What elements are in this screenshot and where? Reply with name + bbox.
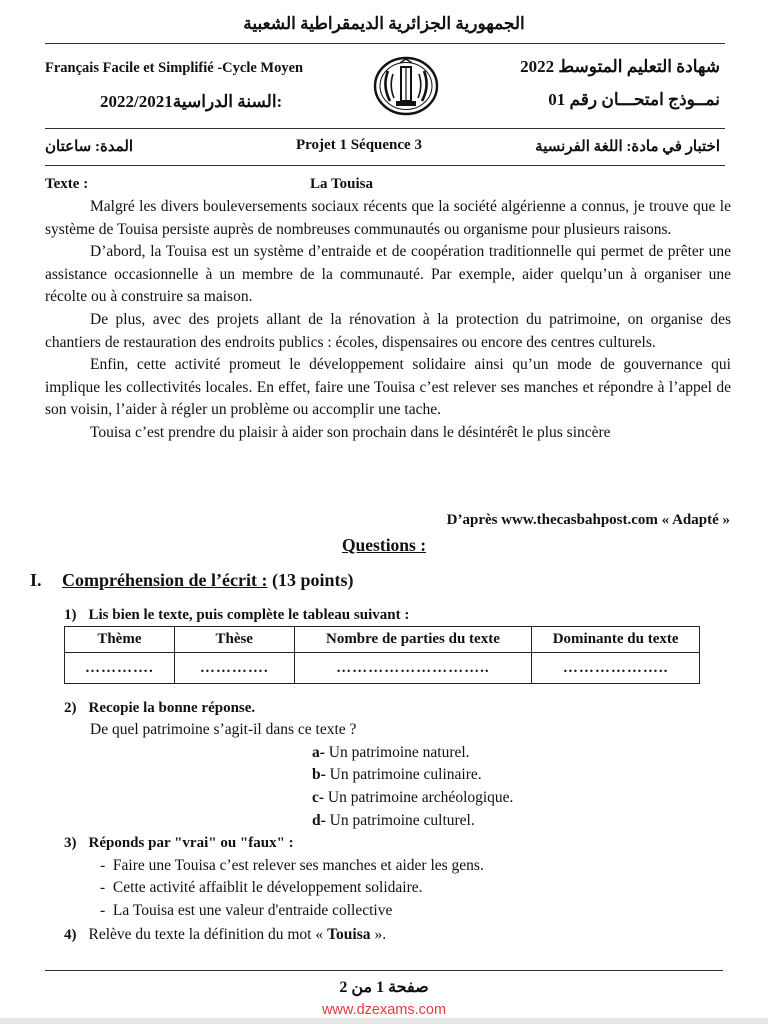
section-number: I. bbox=[30, 570, 42, 590]
table-header-row bbox=[65, 627, 700, 653]
question-2 bbox=[64, 699, 255, 717]
texte-label: Texte : bbox=[45, 176, 89, 192]
option-letter: c- bbox=[312, 789, 325, 806]
option-b bbox=[312, 766, 482, 784]
republic-title: الجمهورية الجزائرية الديمقراطية الشعبية bbox=[243, 14, 525, 33]
table-header-these: Thèse bbox=[174, 627, 294, 653]
question-2-number: 2) bbox=[64, 700, 77, 716]
school-year-label: السنة الدراسية: bbox=[172, 92, 283, 111]
texte-paragraph: Enfin, cette activité promeut le développement solidaire ainsi qu’un mode de gouvernance qui implique les collectivités locales. En effet, faire une Touisa c’est relever ses manches et répondre à l’appel de son voisin, l’aider à régler un problème ou accomplir une tache. bbox=[45, 356, 731, 419]
question-3 bbox=[64, 834, 294, 852]
watermark-link[interactable]: www.dzexams.com bbox=[321, 1002, 447, 1018]
table-cell-these: …………. bbox=[174, 653, 294, 684]
project-sequence: Projet 1 Séquence 3 bbox=[296, 137, 422, 153]
statement-text: La Touisa est une valeur d'entraide collective bbox=[112, 902, 393, 919]
texte-paragraph: Touisa c’est prendre du plaisir à aider son prochain dans le désintérêt le plus sincère bbox=[90, 423, 611, 441]
exam-certificate: شهادة التعليم المتوسط 2022 bbox=[520, 57, 720, 76]
option-text: Un patrimoine naturel. bbox=[328, 744, 470, 761]
option-c bbox=[312, 789, 513, 807]
ministry-logo-icon bbox=[372, 55, 440, 117]
option-letter: b- bbox=[312, 766, 326, 783]
texte-paragraph: Malgré les divers bouleversements sociaux récents que la société algérienne a connus, je trouve que le système de Touisa persiste auprès de nombreuses communautés ou organisme pour plusieurs raisons. bbox=[45, 198, 731, 238]
footer-rule bbox=[45, 970, 723, 971]
statement-item: - La Touisa est une valeur d'entraide collective bbox=[100, 902, 393, 919]
statement-text: Faire une Touisa c’est relever ses manches et aider les gens. bbox=[112, 857, 484, 874]
question-4 bbox=[64, 926, 386, 944]
question-2-prompt: De quel patrimoine s’agit-il dans ce texte ? bbox=[90, 721, 357, 738]
school-year-value: 2022/2021 bbox=[100, 92, 173, 111]
statement-item: - Cette activité affaiblit le développement solidaire. bbox=[100, 879, 423, 896]
header-mid-rule bbox=[45, 128, 725, 129]
option-text: Un patrimoine culturel. bbox=[329, 812, 475, 829]
question-3-number: 3) bbox=[64, 835, 77, 851]
exam-subject: اختبار في مادة: اللغة الفرنسية bbox=[535, 139, 720, 155]
question-4-end: ». bbox=[374, 926, 387, 943]
header-bottom-rule bbox=[45, 165, 725, 166]
question-1-number: 1) bbox=[64, 607, 77, 623]
table-row bbox=[65, 653, 700, 684]
question-4-number: 4) bbox=[64, 927, 77, 943]
texte-title: La Touisa bbox=[310, 176, 373, 192]
option-letter: a- bbox=[312, 744, 325, 761]
table-header-theme: Thème bbox=[65, 627, 175, 653]
exam-model-number: نمــوذج امتحـــان رقم 01 bbox=[548, 90, 720, 109]
option-text: Un patrimoine archéologique. bbox=[327, 789, 514, 806]
question-4-text: Relève du texte la définition du mot « bbox=[88, 926, 324, 943]
option-a bbox=[312, 744, 470, 762]
question-3-text: Réponds par "vrai" ou "faux" : bbox=[88, 835, 294, 851]
statement-text: Cette activité affaiblit le développement solidaire. bbox=[112, 879, 423, 896]
texte-paragraph: De plus, avec des projets allant de la rénovation à la protection du patrimoine, on organise des chantiers de restauration des endroits publics : écoles, dispensaires ou encore des centres culturels. bbox=[45, 310, 731, 351]
question-2-text: Recopie la bonne réponse. bbox=[88, 700, 256, 716]
question-1-text: Lis bien le texte, puis complète le tableau suivant : bbox=[88, 607, 410, 623]
question-4-word: Touisa bbox=[327, 926, 371, 943]
question-1 bbox=[64, 606, 409, 624]
bottom-strip bbox=[0, 1018, 768, 1024]
section-points: (13 points) bbox=[271, 570, 354, 590]
exam-duration: المدة: ساعتان bbox=[45, 139, 134, 155]
header-top-rule bbox=[45, 43, 725, 44]
section-title-text: Compréhension de l’écrit : bbox=[62, 570, 268, 590]
page-number: صفحة 1 من 2 bbox=[339, 979, 429, 996]
questions-heading: Questions : bbox=[341, 535, 427, 555]
statement-item: - Faire une Touisa c’est relever ses manches et aider les gens. bbox=[100, 857, 484, 874]
table-cell-parties: ……………………….. bbox=[294, 653, 532, 684]
section-title bbox=[62, 570, 353, 591]
option-d bbox=[312, 812, 475, 830]
option-letter: d- bbox=[312, 812, 326, 829]
answer-table bbox=[64, 626, 700, 684]
table-header-dominante: Dominante du texte bbox=[532, 627, 700, 653]
table-cell-theme: …………. bbox=[65, 653, 175, 684]
option-text: Un patrimoine culinaire. bbox=[329, 766, 482, 783]
course-label: Français Facile et Simplifié -Cycle Moyen bbox=[45, 60, 304, 76]
texte-body bbox=[45, 196, 731, 445]
table-cell-dominante: ……………….. bbox=[532, 653, 700, 684]
texte-paragraph: D’abord, la Touisa est un système d’entraide et de coopération traditionnelle qui permet de prêter une assistance occasionnelle à un membre de la communauté. Par exemple, aider quelqu’un à organiser une récolte ou à construire sa maison. bbox=[45, 243, 731, 306]
texte-source: D’après www.thecasbahpost.com « Adapté » bbox=[446, 512, 730, 528]
school-year bbox=[100, 92, 282, 112]
table-header-parties: Nombre de parties du texte bbox=[294, 627, 532, 653]
